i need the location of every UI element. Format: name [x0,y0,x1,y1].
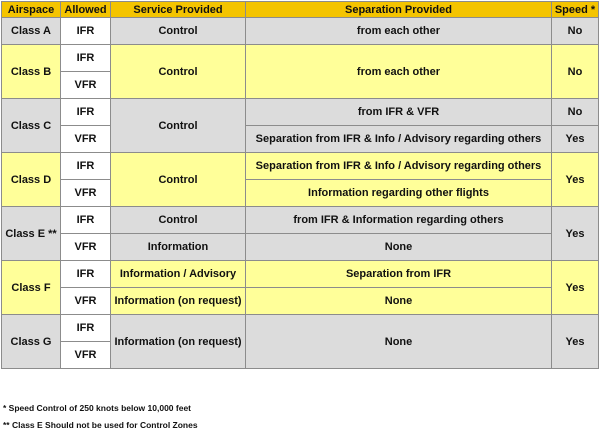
class-e-vfr-separation: None [246,234,552,261]
class-d-vfr-separation: Information regarding other flights [246,180,552,207]
class-b-name: Class B [2,45,61,99]
class-c-vfr-speed: Yes [552,126,599,153]
class-b-speed: No [552,45,599,99]
class-g-speed: Yes [552,315,599,369]
class-f-ifr-separation: Separation from IFR [246,261,552,288]
class-g-separation: None [246,315,552,369]
class-a-service: Control [111,18,246,45]
footnote-class-e: ** Class E Should not be used for Control Zones [3,420,198,430]
header-service-provided: Service Provided [111,2,246,18]
class-f-name: Class F [2,261,61,315]
class-d-service: Control [111,153,246,207]
class-f-vfr-separation: None [246,288,552,315]
class-d-vfr: VFR [61,180,111,207]
class-e-ifr-service: Control [111,207,246,234]
class-g-name: Class G [2,315,61,369]
class-a-name: Class A [2,18,61,45]
class-d-speed: Yes [552,153,599,207]
class-a-speed: No [552,18,599,45]
class-b-vfr: VFR [61,72,111,99]
footnote-speed-control: * Speed Control of 250 knots below 10,000 feet [3,403,191,413]
class-e-ifr: IFR [61,207,111,234]
table-row [2,180,599,207]
class-d-ifr-separation: Separation from IFR & Info / Advisory regarding others [246,153,552,180]
class-b-ifr: IFR [61,45,111,72]
class-b-service: Control [111,45,246,99]
table-row [2,153,599,180]
class-e-vfr-service: Information [111,234,246,261]
class-f-ifr-service: Information / Advisory [111,261,246,288]
class-c-ifr-separation: from IFR & VFR [246,99,552,126]
class-f-vfr-service: Information (on request) [111,288,246,315]
class-e-name: Class E ** [2,207,61,261]
table-row [2,99,599,126]
table-row [2,18,599,45]
class-c-ifr: IFR [61,99,111,126]
class-d-name: Class D [2,153,61,207]
class-e-vfr: VFR [61,234,111,261]
table-row [2,261,599,288]
class-c-vfr: VFR [61,126,111,153]
class-e-speed: Yes [552,207,599,261]
table-row [2,315,599,342]
header-airspace: Airspace [2,2,61,18]
table-row [2,288,599,315]
header-row [2,2,599,18]
header-speed: Speed * [552,2,599,18]
class-g-service: Information (on request) [111,315,246,369]
header-separation-provided: Separation Provided [246,2,552,18]
class-c-name: Class C [2,99,61,153]
class-a-ifr: IFR [61,18,111,45]
class-g-ifr: IFR [61,315,111,342]
airspace-table [1,1,599,369]
table-row [2,126,599,153]
class-f-speed: Yes [552,261,599,315]
table-row [2,234,599,261]
class-e-ifr-separation: from IFR & Information regarding others [246,207,552,234]
class-c-service: Control [111,99,246,153]
class-c-ifr-speed: No [552,99,599,126]
class-b-separation: from each other [246,45,552,99]
class-f-vfr: VFR [61,288,111,315]
class-d-ifr: IFR [61,153,111,180]
class-g-vfr: VFR [61,342,111,369]
table-row [2,45,599,72]
class-a-separation: from each other [246,18,552,45]
footnotes [3,400,198,434]
class-c-vfr-separation: Separation from IFR & Info / Advisory regarding others [246,126,552,153]
table-row [2,207,599,234]
header-allowed: Allowed [61,2,111,18]
class-f-ifr: IFR [61,261,111,288]
